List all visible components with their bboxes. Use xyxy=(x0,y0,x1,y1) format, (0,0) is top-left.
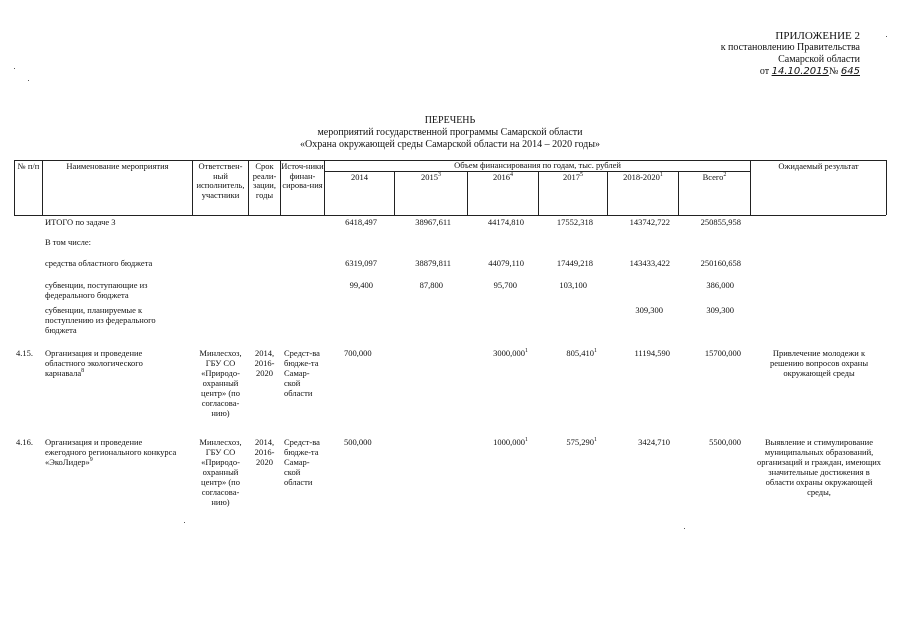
value-total: 15700,000 xyxy=(704,348,741,358)
header-name: Наименование мероприятия xyxy=(66,161,169,171)
document-title xyxy=(260,115,640,151)
value-2014: 700,000 xyxy=(344,348,372,358)
value-2014: 6418,497 xyxy=(345,217,377,227)
date-value: 14.10.2015 xyxy=(771,66,829,77)
row-name: Организация и проведение областного экологического карнавала$^8$ xyxy=(45,348,143,378)
value-total: 309,300 xyxy=(706,305,734,315)
value-2018-2020: 11194,590 xyxy=(634,348,670,358)
scan-speck xyxy=(184,522,185,523)
row-num: 4.16. xyxy=(16,437,33,447)
row-name: Организация и проведение ежегодного регионального конкурса «ЭкоЛидер»$^9$ xyxy=(45,437,177,467)
title-line3: «Охрана окружающей среды Самарской области на 2014 – 2020 годы» xyxy=(300,139,600,150)
value-total: 250855,958 xyxy=(700,217,741,227)
appendix-line3: Самарской области xyxy=(778,54,860,65)
scan-speck xyxy=(886,36,887,37)
appendix-date-line xyxy=(640,66,860,78)
value-2014: 500,000 xyxy=(344,437,372,447)
number-prefix: № xyxy=(828,66,839,77)
value-2018-2020: 3424,710 xyxy=(638,437,670,447)
value-2016: 44079,110 xyxy=(488,258,524,268)
value-2017: 17449,218 xyxy=(556,258,593,268)
header-year: 2017$^5$ xyxy=(563,172,583,182)
header-year: 2015$^3$ xyxy=(421,172,441,182)
row-executor: Минлесхоз, ГБУ СО «Природо-охранный центр» (по согласова-нию) xyxy=(199,348,242,418)
title-line1: ПЕРЕЧЕНЬ xyxy=(424,115,476,126)
appendix-title: ПРИЛОЖЕНИЕ 2 xyxy=(775,30,860,42)
row-source: Средст-ва бюдже-та Самар-ской области xyxy=(284,348,320,398)
value-total: 386,000 xyxy=(706,280,734,290)
row-executor: Минлесхоз, ГБУ СО «Природо-охранный центр» (по согласова-нию) xyxy=(199,437,242,507)
value-2018-2020: 309,300 xyxy=(635,305,663,315)
value-2015: 87,800 xyxy=(419,280,443,290)
scan-speck xyxy=(28,80,29,81)
value-2015: 38879,811 xyxy=(415,258,451,268)
value-2018-2020: 143433,422 xyxy=(629,258,670,268)
appendix-block xyxy=(640,30,860,78)
header-year: Всего$^2$ xyxy=(702,172,727,182)
scan-speck xyxy=(684,528,685,529)
header-source: Источ-ники финан-сирова-ния xyxy=(281,161,324,190)
header-year: 2018-2020$^1$ xyxy=(623,172,663,182)
row-name: средства областного бюджета xyxy=(45,258,153,268)
row-term: 2014, 2016-2020 xyxy=(254,437,275,467)
value-2014: 99,400 xyxy=(349,280,373,290)
value-2014: 6319,097 xyxy=(345,258,377,268)
header-term: Срок реали-зации, годы xyxy=(252,161,277,200)
row-result: Привлечение молодежи к решению вопросов охраны окружающей среды xyxy=(769,348,869,378)
title-line2: мероприятий государственной программы Самарской области xyxy=(317,127,583,138)
header-year: 2014 xyxy=(351,172,368,182)
row-num: 4.15. xyxy=(16,348,33,358)
value-2017: 103,100 xyxy=(559,280,587,290)
header-year: 2016$^4$ xyxy=(493,172,513,182)
header-executor: Ответствен-ный исполнитель, участники xyxy=(196,161,245,200)
value-2016: 3000,000$^1$ xyxy=(493,348,528,358)
value-2017: 805,410$^1$ xyxy=(566,348,597,358)
row-name: ИТОГО по задаче 3 xyxy=(45,217,116,227)
value-total: 250160,658 xyxy=(700,258,741,268)
value-2015: 38967,611 xyxy=(415,217,451,227)
row-result: Выявление и стимулирование муниципальных образований, организаций и граждан, имеющих значительные достижения в области охраны окружающей среды, xyxy=(756,437,882,497)
value-2016: 1000,000$^1$ xyxy=(493,437,528,447)
number-value: 645 xyxy=(840,66,860,77)
header-funding: Объем финансирования по годам, тыс. рублей xyxy=(454,160,621,170)
value-2017: 575,290$^1$ xyxy=(566,437,597,447)
value-2016: 95,700 xyxy=(493,280,517,290)
value-2017: 17552,318 xyxy=(556,217,593,227)
value-total: 5500,000 xyxy=(709,437,741,447)
header-result: Ожидаемый результат xyxy=(778,161,859,171)
value-2018-2020: 143742,722 xyxy=(629,217,670,227)
row-term: 2014, 2016-2020 xyxy=(254,348,275,378)
row-source: Средст-ва бюдже-та Самар-ской области xyxy=(284,437,320,487)
scan-speck xyxy=(14,68,15,69)
value-2016: 44174,810 xyxy=(487,217,524,227)
appendix-line2: к постановлению Правительства xyxy=(720,42,860,53)
header-num: № п/п xyxy=(17,161,40,171)
date-prefix: от xyxy=(759,66,770,77)
row-name: субвенции, планируемые к поступлению из федерального бюджета xyxy=(45,305,156,335)
row-name: В том числе: xyxy=(45,237,91,247)
row-name: субвенции, поступающие из федерального бюджета xyxy=(45,280,148,300)
